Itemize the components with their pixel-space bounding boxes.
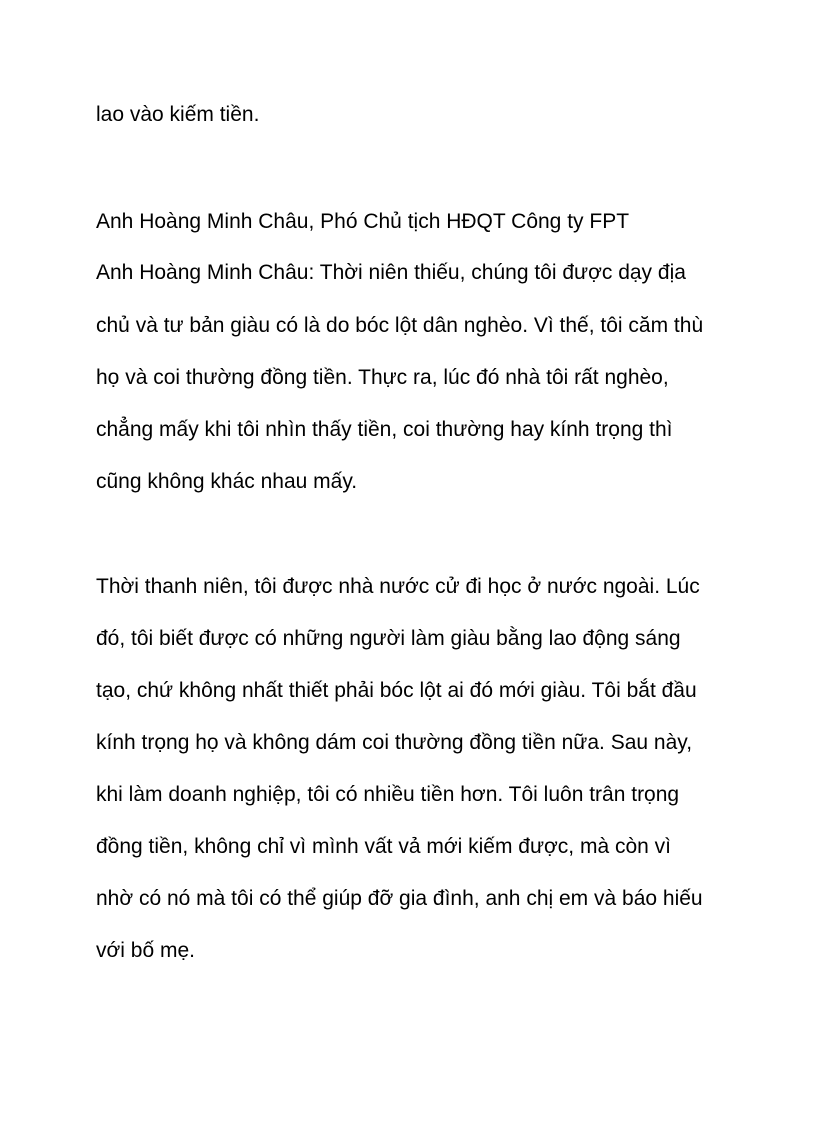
text-line: kính trọng họ và không dám coi thường đồng tiền nữa. Sau này, bbox=[96, 731, 693, 754]
text-line: họ và coi thường đồng tiền. Thực ra, lúc đó nhà tôi rất nghèo, bbox=[96, 366, 669, 389]
caption-line: Anh Hoàng Minh Châu, Phó Chủ tịch HĐQT Công ty FPT bbox=[96, 210, 630, 233]
text-line: tạo, chứ không nhất thiết phải bóc lột ai đó mới giàu. Tôi bắt đầu bbox=[96, 679, 697, 702]
text-line: cũng không khác nhau mấy. bbox=[96, 470, 358, 493]
text-line: chủ và tư bản giàu có là do bóc lột dân nghèo. Vì thế, tôi căm thù bbox=[96, 314, 704, 337]
text-line: nhờ có nó mà tôi có thể giúp đỡ gia đình, anh chị em và báo hiếu bbox=[96, 887, 703, 910]
text-line: Thời thanh niên, tôi được nhà nước cử đi học ở nước ngoài. Lúc bbox=[96, 575, 700, 598]
text-line: đồng tiền, không chỉ vì mình vất vả mới kiếm được, mà còn vì bbox=[96, 835, 672, 858]
text-line: khi làm doanh nghiệp, tôi có nhiều tiền hơn. Tôi luôn trân trọng bbox=[96, 783, 680, 806]
text-line: với bố mẹ. bbox=[96, 939, 195, 962]
text-line-intro-end: lao vào kiếm tiền. bbox=[96, 103, 260, 126]
text-line: Anh Hoàng Minh Châu: Thời niên thiếu, chúng tôi được dạy địa bbox=[96, 261, 686, 284]
text-line: chẳng mấy khi tôi nhìn thấy tiền, coi thường hay kính trọng thì bbox=[96, 418, 673, 441]
text-line: đó, tôi biết được có những người làm giàu bằng lao động sáng bbox=[96, 627, 681, 650]
